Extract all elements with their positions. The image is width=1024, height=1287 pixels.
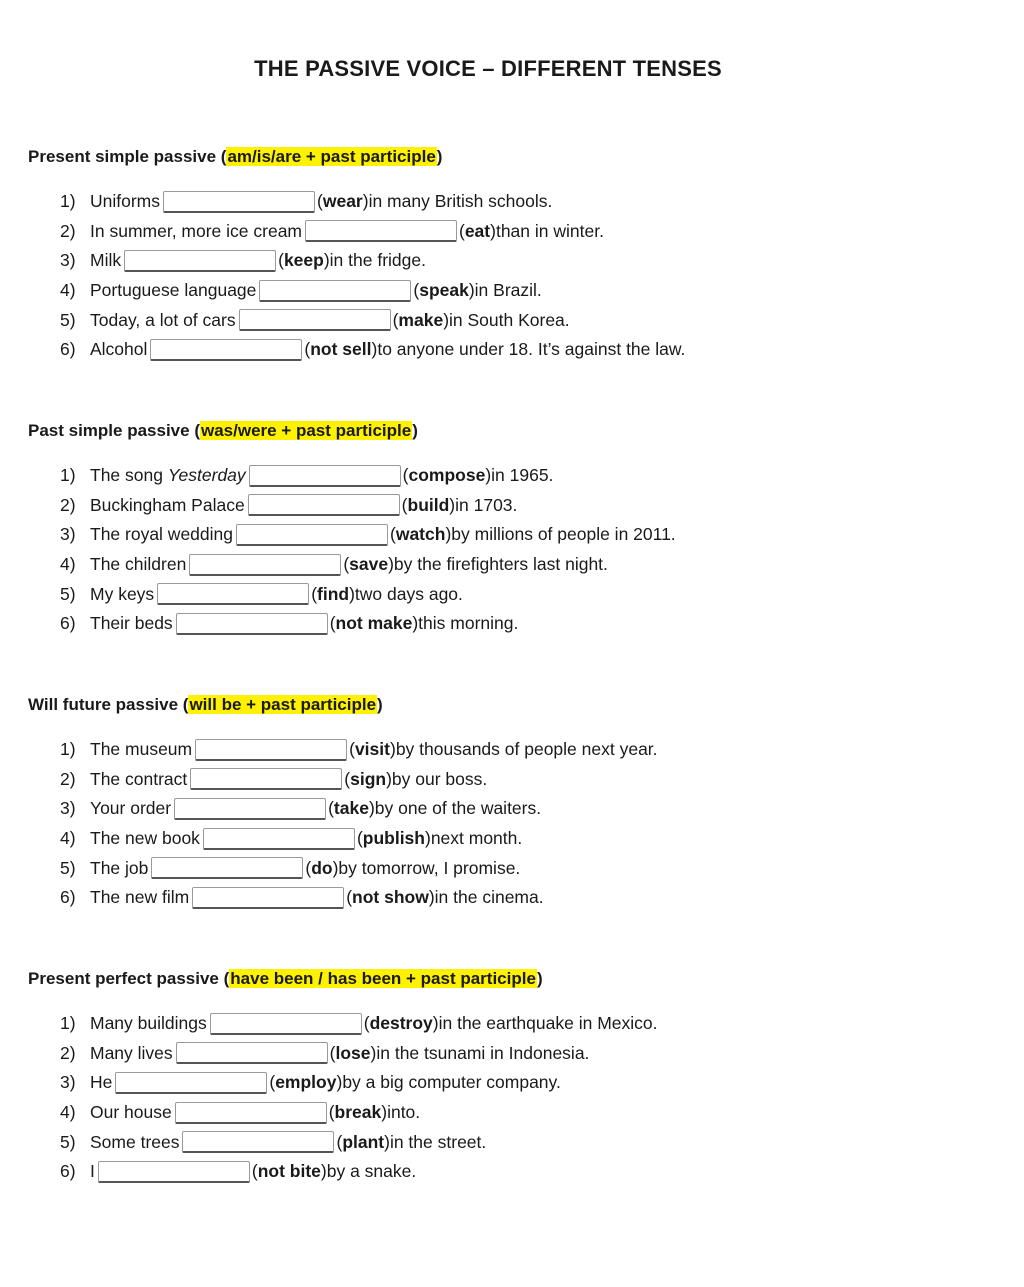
verb: destroy: [369, 1013, 433, 1034]
answer-box[interactable]: [151, 857, 303, 879]
item-number: 1): [60, 191, 76, 212]
item-number: 4): [60, 554, 76, 575]
sentence-end: in the cinema.: [434, 887, 544, 908]
answer-box[interactable]: [236, 524, 388, 546]
sentence-end: in the earthquake in Mexico.: [438, 1013, 658, 1034]
verb-hint: (sign): [344, 768, 392, 789]
sentence-start: Many buildings: [90, 1013, 207, 1034]
verb-hint: (do): [305, 857, 339, 878]
sentence-end: next month.: [430, 828, 523, 849]
verb: break: [334, 1102, 382, 1123]
verb: compose: [408, 465, 486, 486]
exercise-item: [28, 1039, 988, 1069]
sentence-end: in the tsunami in Indonesia.: [376, 1042, 590, 1063]
verb-hint: (make): [392, 309, 450, 330]
section-heading: Present perfect passive (have been / has been + past participle): [28, 969, 543, 988]
item-number: 1): [60, 739, 76, 760]
exercise-list: [28, 1009, 988, 1187]
verb-hint: (employ): [269, 1072, 343, 1093]
exercise-list: [28, 187, 988, 365]
sentence-end: by millions of people in 2011.: [451, 524, 676, 545]
item-number: 2): [60, 494, 76, 515]
exercise-item: [28, 1068, 988, 1098]
sentence-end: in the fridge.: [329, 250, 426, 271]
answer-box[interactable]: [124, 250, 276, 272]
section-heading: Present simple passive (am/is/are + past participle): [28, 147, 443, 166]
answer-box[interactable]: [163, 191, 315, 213]
verb-hint: (build): [401, 494, 456, 515]
sentence-start: Some trees: [90, 1131, 180, 1152]
verb: not sell: [310, 339, 372, 360]
answer-box[interactable]: [182, 1131, 334, 1153]
verb-hint: (break): [328, 1102, 388, 1123]
verb: take: [333, 798, 369, 819]
sentence-start: Buckingham Palace: [90, 494, 245, 515]
exercise-item: [28, 794, 988, 824]
answer-box[interactable]: [192, 887, 344, 909]
exercise-item: [28, 276, 988, 306]
sentence-start: Many lives: [90, 1042, 173, 1063]
formula-highlight: was/were + past participle: [200, 421, 412, 440]
section-will-future: [28, 693, 988, 913]
sentence-end: by thousands of people next year.: [395, 739, 658, 760]
answer-box[interactable]: [98, 1161, 250, 1183]
sentence-start: In summer, more ice cream: [90, 220, 302, 241]
exercise-item: [28, 735, 988, 765]
sentence-start: He: [90, 1072, 113, 1093]
verb: not make: [335, 613, 413, 634]
exercise-item: [28, 305, 988, 335]
section-present-simple: [28, 145, 988, 365]
sentence-end: two days ago.: [354, 583, 463, 604]
sentence-end: by the firefighters last night.: [393, 554, 608, 575]
sentence-end: this morning.: [418, 613, 519, 634]
sentence-start: The museum: [90, 739, 193, 760]
answer-box[interactable]: [176, 613, 328, 635]
item-number: 1): [60, 1013, 76, 1034]
formula-highlight: will be + past participle: [189, 695, 377, 714]
sentence-start: The new film: [90, 887, 190, 908]
exercise-item: [28, 824, 988, 854]
formula-highlight: have been / has been + past participle: [230, 969, 536, 988]
answer-box[interactable]: [190, 768, 342, 790]
sentence-end: in 1703.: [455, 494, 518, 515]
verb-hint: (visit): [349, 739, 396, 760]
sentence-end: in South Korea.: [449, 309, 570, 330]
verb-hint: (not sell): [304, 339, 378, 360]
sentence-start: The contract: [90, 768, 188, 789]
sentence-start: Your order: [90, 798, 172, 819]
item-number: 3): [60, 798, 76, 819]
exercise-item: [28, 520, 988, 550]
answer-box[interactable]: [176, 1042, 328, 1064]
answer-box[interactable]: [174, 798, 326, 820]
verb: plant: [342, 1131, 385, 1152]
sentence-end: by one of the waiters.: [374, 798, 542, 819]
sentence-end: in Brazil.: [474, 280, 542, 301]
exercise-item: [28, 1157, 988, 1187]
item-number: 5): [60, 1131, 76, 1152]
answer-box[interactable]: [203, 828, 355, 850]
section-heading-text: Will future passive: [28, 695, 179, 714]
sentence-end: into.: [387, 1102, 421, 1123]
verb-hint: (eat): [459, 220, 496, 241]
section-heading-text: Present perfect passive: [28, 969, 219, 988]
exercise-item: [28, 491, 988, 521]
verb: keep: [283, 250, 324, 271]
verb-hint: (keep): [278, 250, 330, 271]
answer-box[interactable]: [157, 583, 309, 605]
verb-hint: (wear): [317, 191, 369, 212]
exercise-item: [28, 1009, 988, 1039]
sentence-end: by our boss.: [391, 768, 488, 789]
exercise-item: [28, 461, 988, 491]
sentence-start: Uniforms: [90, 191, 161, 212]
verb-hint: (compose): [402, 465, 492, 486]
exercise-item: [28, 550, 988, 580]
verb: wear: [322, 191, 363, 212]
verb: eat: [464, 220, 491, 241]
verb: publish: [362, 828, 425, 849]
item-number: 5): [60, 583, 76, 604]
exercise-item: [28, 217, 988, 247]
verb: do: [311, 857, 333, 878]
verb-hint: (save): [343, 554, 394, 575]
item-number: 6): [60, 613, 76, 634]
verb: not show: [352, 887, 429, 908]
sentence-start: My keys: [90, 583, 155, 604]
answer-box[interactable]: [150, 339, 302, 361]
section-heading: Will future passive (will be + past participle): [28, 695, 383, 714]
section-heading-text: Past simple passive: [28, 421, 190, 440]
sentence-end: in 1965.: [491, 465, 554, 486]
exercise-list: [28, 735, 988, 913]
verb: employ: [275, 1072, 337, 1093]
verb-hint: (watch): [390, 524, 452, 545]
exercise-item: [28, 609, 988, 639]
sentence-start: The children: [90, 554, 187, 575]
sentence-end: by a snake.: [326, 1161, 417, 1182]
item-number: 5): [60, 309, 76, 330]
section-past-simple: [28, 419, 988, 639]
item-number: 3): [60, 1072, 76, 1093]
exercise-item: [28, 579, 988, 609]
item-number: 3): [60, 250, 76, 271]
item-number: 2): [60, 1042, 76, 1063]
item-number: 6): [60, 887, 76, 908]
answer-box[interactable]: [249, 465, 401, 487]
sentence-start: Our house: [90, 1102, 172, 1123]
sentence-start: I: [90, 1161, 95, 1182]
item-number: 2): [60, 220, 76, 241]
item-number: 1): [60, 465, 76, 486]
sentence-start: Alcohol: [90, 339, 148, 360]
verb: save: [349, 554, 389, 575]
exercise-item: [28, 335, 988, 365]
answer-box[interactable]: [259, 280, 411, 302]
sentence-start: Today, a lot of cars: [90, 309, 236, 330]
answer-box[interactable]: [175, 1102, 327, 1124]
answer-box[interactable]: [189, 554, 341, 576]
verb: find: [317, 583, 350, 604]
item-number: 6): [60, 339, 76, 360]
sentence-end: by tomorrow, I promise.: [338, 857, 521, 878]
exercise-item: [28, 246, 988, 276]
exercise-item: [28, 187, 988, 217]
sentence-start: The new book: [90, 828, 200, 849]
verb: not bite: [257, 1161, 321, 1182]
sentence-start: Milk: [90, 250, 122, 271]
item-number: 2): [60, 768, 76, 789]
verb-hint: (take): [328, 798, 375, 819]
sentence-end: in many British schools.: [368, 191, 553, 212]
exercise-item: [28, 1127, 988, 1157]
answer-box[interactable]: [305, 220, 457, 242]
sentence-start: Portuguese language: [90, 280, 257, 301]
item-number: 3): [60, 524, 76, 545]
item-number: 4): [60, 828, 76, 849]
verb: lose: [335, 1042, 371, 1063]
sentence-start: Their beds: [90, 613, 173, 634]
item-number: 4): [60, 1102, 76, 1123]
item-number: 6): [60, 1161, 76, 1182]
sentence-start: The royal wedding: [90, 524, 233, 545]
exercise-item: [28, 765, 988, 795]
page-title: THE PASSIVE VOICE – DIFFERENT TENSES: [254, 56, 722, 81]
verb-hint: (not make): [329, 613, 419, 634]
answer-box[interactable]: [115, 1072, 267, 1094]
answer-box[interactable]: [248, 494, 400, 516]
item-number: 4): [60, 280, 76, 301]
exercise-item: [28, 883, 988, 913]
verb: make: [398, 309, 444, 330]
song-title: Yesterday: [167, 465, 246, 486]
sentence-end: by a big computer company.: [342, 1072, 561, 1093]
sentence-end: in the street.: [389, 1131, 487, 1152]
verb-hint: (plant): [336, 1131, 390, 1152]
section-heading: Past simple passive (was/were + past participle): [28, 421, 418, 440]
verb: speak: [419, 280, 469, 301]
sentence-end: than in winter.: [495, 220, 604, 241]
item-number: 5): [60, 857, 76, 878]
exercise-item: [28, 853, 988, 883]
verb: build: [407, 494, 450, 515]
verb: sign: [350, 768, 387, 789]
exercise-list: [28, 461, 988, 639]
verb-hint: (find): [311, 583, 355, 604]
verb-hint: (lose): [329, 1042, 377, 1063]
section-heading-text: Present simple passive: [28, 147, 217, 166]
verb-hint: (publish): [356, 828, 431, 849]
verb-hint: (not show): [346, 887, 435, 908]
sentence-end: to anyone under 18. It’s against the law.: [377, 339, 686, 360]
verb-hint: (speak): [413, 280, 475, 301]
section-present-perfect: [28, 967, 988, 1187]
answer-box[interactable]: [195, 739, 347, 761]
verb-hint: (not bite): [251, 1161, 327, 1182]
formula-highlight: am/is/are + past participle: [227, 147, 436, 166]
verb-hint: (destroy): [363, 1013, 439, 1034]
sentence-start: The job: [90, 857, 149, 878]
answer-box[interactable]: [210, 1013, 362, 1035]
sentence-start: The song: [90, 465, 168, 486]
verb: watch: [395, 524, 446, 545]
verb: visit: [354, 739, 390, 760]
exercise-item: [28, 1098, 988, 1128]
answer-box[interactable]: [239, 309, 391, 331]
